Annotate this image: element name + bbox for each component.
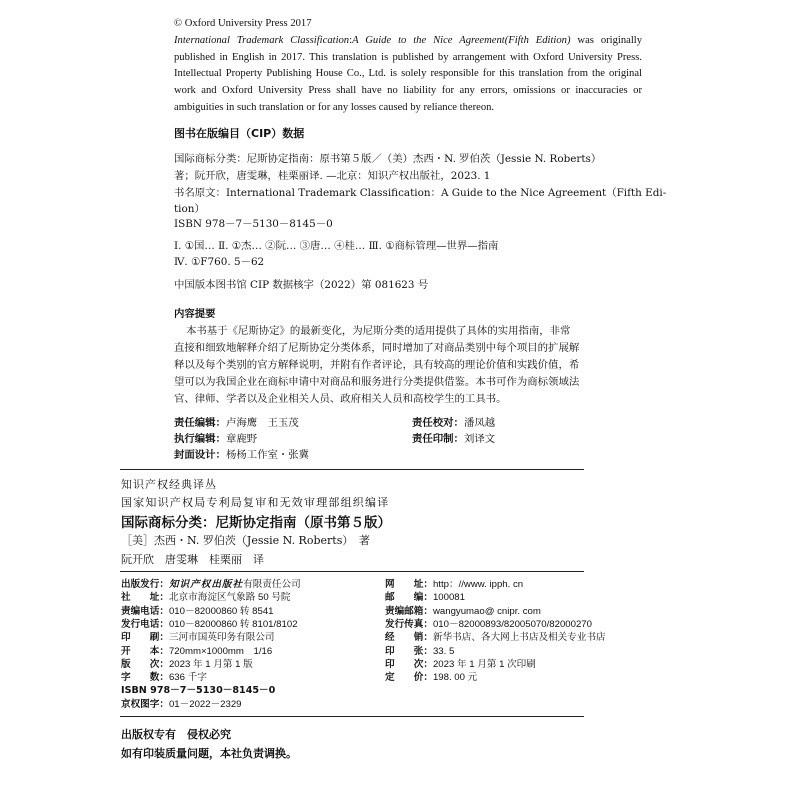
publisher-left-value: 01－2022－2329: [168, 698, 242, 710]
publisher-left-label: 开 本：: [121, 645, 169, 657]
publisher-right-value: 198. 00 元: [432, 672, 478, 684]
cip-line-4: tion）: [174, 203, 205, 216]
publisher-right-label: 责编邮箱：: [385, 605, 433, 617]
publisher-right-row: [385, 631, 606, 644]
copyright-block: [174, 16, 642, 117]
cip-line-2: 著；阮开欣，唐雯琳，桂栗丽译. —北京：知识产权出版社，2023. 1: [174, 169, 491, 182]
publisher-right-value: 010－82000893/82005070/82000270: [432, 618, 592, 630]
editor-chief: [174, 414, 299, 429]
original-edition: (Fifth Edition): [504, 34, 571, 46]
cip-block: [174, 151, 667, 218]
publisher-left-row: [121, 684, 275, 697]
publisher-right-label: 定 价：: [385, 672, 433, 684]
publisher-left-row: [121, 658, 253, 671]
publisher-logo: 知识产权出版社: [168, 579, 244, 590]
publisher-left-value: 636 千字: [168, 672, 207, 684]
publisher-right-row: [385, 591, 465, 604]
quality-notice: 如有印装质量问题，本社负责调换。: [121, 747, 297, 760]
editor-proof: [412, 414, 495, 429]
publisher-left-label: 字 数：: [121, 672, 169, 684]
summary-line-4: 望可以为我国企业在商标申请中对商品和服务进行分类提供借鉴。本书可作为商标领域法: [174, 376, 580, 388]
summary-line-2: 直接和细致地解释介绍了尼斯协定分类体系，同时增加了对商品类别中每个项目的扩展解: [174, 342, 580, 354]
publisher-left-label: 版 次：: [121, 658, 169, 670]
series-name: 知识产权经典译丛: [121, 478, 217, 491]
divider-bottom: [120, 716, 584, 717]
publisher-left-label: 京权图字：: [121, 698, 169, 710]
publisher-right-label: 邮 编：: [385, 592, 433, 604]
publisher-right-value: 新华书店、各大网上书店及相关专业书店: [432, 632, 606, 644]
publisher-left-value: 三河市国英印务有限公司: [168, 632, 275, 644]
cip-classification-2: Ⅳ. ①F760. 5－62: [174, 256, 265, 268]
divider-top: [120, 469, 584, 470]
editor-proof-value: 潘凤越: [463, 417, 496, 429]
publisher-left-row: [121, 591, 291, 604]
cip-heading: 图书在版编目（CIP）数据: [174, 127, 305, 140]
publisher-right-row: [385, 578, 523, 591]
publisher-right-row: [385, 605, 541, 618]
publisher-right-row: [385, 671, 477, 684]
original-subtitle: A Guide to the Nice Agreement: [352, 34, 505, 46]
copyright-body: was originally published in English in 2017. This translation is published by arrangement with Oxford University Press. Intellectual Property Publishing House Co., Ltd. is solely responsible for this translation from the original work and Oxford University Press shall have no liability for any errors, omissions or inaccuracies or ambiguities in such translation or for any losses caused by reliance thereon.: [174, 34, 643, 113]
publisher-right-value: wangyumao@ cnipr. com: [432, 605, 541, 617]
editor-exec: [174, 430, 257, 445]
summary-line-5: 官、律师、学者以及企业相关人员、政府相关人员和高校学生的工具书。: [174, 393, 507, 405]
publisher-left-row: [121, 645, 272, 658]
publisher-left-label: 责编电话：: [121, 605, 169, 617]
publisher-right-label: 发行传真：: [385, 618, 433, 630]
publisher-right-label: 网 址：: [385, 579, 433, 590]
cip-isbn: ISBN 978－7－5130－8145－0: [174, 218, 333, 230]
copyright-paragraph: [174, 33, 642, 117]
publisher-left-label: 社 址：: [121, 592, 169, 604]
summary-line-3: 释以及每个类别的官方解释说明，并附有作者评论，具有较高的理论价值和实践价值，希: [174, 359, 580, 371]
rights-notice: 出版权专有 侵权必究: [121, 728, 231, 741]
title-separator: :: [349, 34, 353, 46]
publisher-left-row: [121, 618, 298, 631]
series-org: 国家知识产权局专利局复审和无效审理部组织编译: [121, 496, 390, 509]
publisher-right-label: 印 张：: [385, 645, 433, 657]
publisher-right-value: 33. 5: [432, 645, 455, 657]
publisher-left-label: 印 刷：: [121, 632, 169, 644]
publisher-left-value: 720mm×1000mm 1/16: [168, 645, 273, 657]
editor-print: [412, 430, 495, 445]
editor-chief-value: 卢海鹰 王玉茂: [225, 417, 299, 429]
summary-heading: 内容提要: [174, 308, 216, 320]
editor-exec-label: 执行编辑：: [174, 433, 226, 445]
editor-chief-label: 责任编辑：: [174, 417, 226, 429]
publisher-right-value: 100081: [432, 592, 465, 604]
editor-cover: [174, 446, 309, 461]
publisher-left-row: [121, 671, 207, 684]
editor-print-label: 责任印制：: [412, 433, 464, 445]
book-title: 国际商标分类：尼斯协定指南（原书第５版）: [121, 515, 391, 531]
divider-middle: [120, 571, 584, 572]
editor-cover-value: 杨杨工作室・张冀: [225, 449, 310, 461]
editor-exec-value: 章鹿野: [225, 433, 258, 445]
publisher-right-row: [385, 645, 454, 658]
publisher-left-row: [121, 578, 301, 591]
publisher-left-value: 2023 年 1 月第 1 版: [168, 658, 253, 670]
publisher-left-value: 010－82000860 转 8101/8102: [168, 618, 298, 630]
publisher-right-row: [385, 618, 592, 631]
cip-line-3: 书名原文：International Trademark Classification：A Guide to the Nice Agreement（Fifth Edi-: [174, 186, 667, 199]
book-author: ［美］杰西・N. 罗伯茨（Jessie N. Roberts） 著: [121, 534, 370, 547]
editor-cover-label: 封面设计：: [174, 449, 226, 461]
cip-classification-1: Ⅰ. ①国… Ⅱ. ①杰… ②阮… ③唐… ④桂… Ⅲ. ①商标管理—世界—指南: [174, 240, 499, 252]
book-translators: 阮开欣 唐雯琳 桂栗丽 译: [121, 553, 264, 566]
publisher-right-row: [385, 658, 536, 671]
publisher-left-value: 有限责任公司: [243, 579, 301, 590]
publisher-left-row: [121, 631, 275, 644]
publisher-right-value: 2023 年 1 月第 1 次印刷: [432, 658, 536, 670]
cip-record-number: 中国版本图书馆 CIP 数据核字（2022）第 081623 号: [174, 279, 429, 291]
publisher-left-value: 010－82000860 转 8541: [168, 605, 274, 617]
copyright-line: © Oxford University Press 2017: [174, 18, 312, 29]
summary-line-1: 本书基于《尼斯协定》的最新变化，为尼斯分类的适用提供了具体的实用指南，非常: [186, 325, 571, 337]
original-title: International Trademark Classification: [174, 34, 350, 46]
cip-line-1: 国际商标分类：尼斯协定指南：原书第５版／（美）杰西・N. 罗伯茨（Jessie N. Roberts）: [174, 153, 602, 165]
editor-proof-label: 责任校对：: [412, 417, 464, 429]
publisher-right-label: 经 销：: [385, 632, 433, 644]
publisher-left-label: ISBN 978－7－5130－8145－0: [121, 685, 276, 697]
editor-print-value: 刘译文: [463, 433, 496, 445]
publisher-left-row: [121, 605, 274, 618]
publisher-right-value: http：//www. ipph. cn: [432, 579, 524, 590]
publisher-left-label: 出版发行：: [121, 579, 169, 590]
publisher-right-label: 印 次：: [385, 658, 433, 670]
publisher-left-row: [121, 698, 242, 711]
publisher-left-label: 发行电话：: [121, 618, 169, 630]
publisher-left-value: 北京市海淀区气象路 50 号院: [168, 592, 291, 604]
